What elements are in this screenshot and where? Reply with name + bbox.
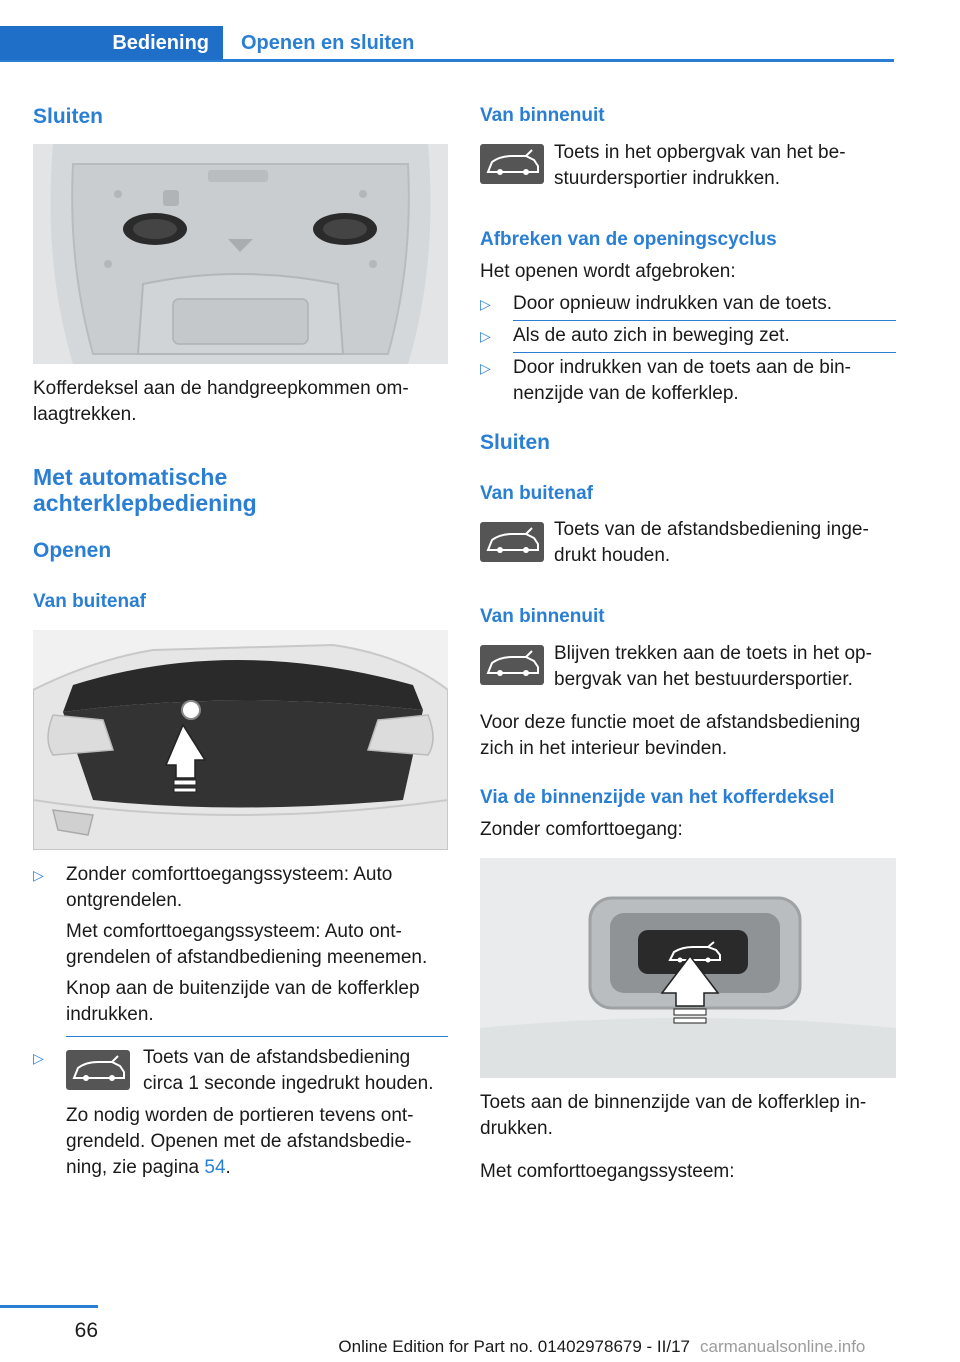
heading-sluiten-right: Sluiten <box>480 431 551 454</box>
binnen2-line1: Blijven trekken aan de toets in het op- <box>554 643 872 664</box>
bullet-divider <box>66 1036 448 1037</box>
car-trunk-icon <box>480 645 544 685</box>
triangle-right-icon: ▷ <box>480 296 491 312</box>
watermark: carmanualsonline.info <box>700 1337 866 1356</box>
toets-line2: drukken. <box>480 1118 553 1139</box>
bullet1-p2-line1: Met comforttoegangssysteem: Auto ont- <box>66 921 402 942</box>
buiten-line1: Toets van de afstandsbediening inge- <box>554 519 869 540</box>
met-comforttoegangssysteem: Met comforttoegangssysteem: <box>480 1161 735 1182</box>
inner-trunk-button-image <box>480 858 896 1078</box>
bullet-divider <box>513 320 896 321</box>
bullet-divider <box>513 352 896 353</box>
heading-via-binnenzijde: Via de binnenzijde van het kofferdeksel <box>480 787 835 808</box>
para-line3-end: . <box>225 1157 231 1178</box>
heading-van-binnenuit: Van binnenuit <box>480 105 605 126</box>
heading-afbreken: Afbreken van de openingscyclus <box>480 229 777 250</box>
edition-text: Online Edition for Part no. 01402978679 - II/17 <box>338 1337 690 1356</box>
heading-auto-line2: achterklepbediening <box>33 490 257 516</box>
triangle-right-icon: ▷ <box>480 328 491 344</box>
buiten-line2: drukt houden. <box>554 545 671 566</box>
page-header <box>0 26 894 62</box>
bullet2-line2: circa 1 seconde ingedrukt houden. <box>143 1073 434 1094</box>
bullet2-line1: Toets van de afstandsbediening <box>143 1047 411 1068</box>
page-link-54[interactable]: 54 <box>204 1157 226 1178</box>
caption-line1: Kofferdeksel aan de handgreepkommen om- <box>33 378 409 399</box>
afbreken-intro: Het openen wordt afgebroken: <box>480 261 736 282</box>
footer-rule <box>0 1305 98 1308</box>
bullet1-p2-line2: grendelen of afstandbediening meenemen. <box>66 947 428 968</box>
heading-van-binnenuit-2: Van binnenuit <box>480 606 605 627</box>
para-line1: Zo nodig worden de portieren tevens ont- <box>66 1105 414 1126</box>
heading-openen: Openen <box>33 539 112 562</box>
binnen-line1: Toets in het opbergvak van het be- <box>554 142 846 163</box>
bullet1-line1: Zonder comforttoegangssysteem: Auto <box>66 864 393 885</box>
para-line2: grendeld. Openen met de afstandsbedie- <box>66 1131 412 1152</box>
car-trunk-icon <box>480 522 544 562</box>
car-trunk-icon <box>66 1050 130 1090</box>
trunk-lid-drawing <box>33 144 448 364</box>
afbreken-b3-line2: nenzijde van de kofferklep. <box>513 383 739 404</box>
car-trunk-icon <box>480 144 544 184</box>
triangle-right-icon: ▷ <box>480 360 491 376</box>
voor-line2: zich in het interieur bevinden. <box>480 738 728 759</box>
afbreken-b3-line1: Door indrukken van de toets aan de bin- <box>513 357 851 378</box>
heading-auto-line1: Met automatische <box>33 464 228 490</box>
tab-openen-en-sluiten[interactable]: Openen en sluiten <box>241 32 415 54</box>
binnen-line2: stuurdersportier indrukken. <box>554 168 780 189</box>
heading-sluiten: Sluiten <box>33 105 104 128</box>
inner-trunk-button-drawing <box>480 858 896 1078</box>
afbreken-b1: Door opnieuw indrukken van de toets. <box>513 293 832 314</box>
binnen2-line2: bergvak van het bestuurdersportier. <box>554 669 853 690</box>
voor-line1: Voor deze functie moet de afstandsbediening <box>480 712 861 733</box>
bullet1-p3-line2: indrukken. <box>66 1004 154 1025</box>
car-rear-drawing <box>33 630 448 850</box>
bullet1-p3-line1: Knop aan de buitenzijde van de kofferklep <box>66 978 420 999</box>
heading-van-buitenaf-right: Van buitenaf <box>480 483 593 504</box>
trunk-lid-interior-image <box>33 144 448 364</box>
car-rear-image <box>33 630 448 850</box>
bullet1-line2: ontgrendelen. <box>66 890 183 911</box>
page-number: 66 <box>74 1319 98 1342</box>
zonder-comforttoegang: Zonder comforttoegang: <box>480 819 683 840</box>
para-line3-text: ning, zie pagina <box>66 1157 205 1178</box>
caption-line2: laagtrekken. <box>33 404 137 425</box>
afbreken-b2: Als de auto zich in beweging zet. <box>513 325 790 346</box>
heading-van-buitenaf: Van buitenaf <box>33 591 146 612</box>
para-line3 <box>66 1155 231 1181</box>
triangle-right-icon: ▷ <box>33 867 44 883</box>
triangle-right-icon: ▷ <box>33 1050 44 1066</box>
tab-bediening[interactable]: Bediening <box>0 26 223 60</box>
toets-line1: Toets aan de binnenzijde van de kofferklep in- <box>480 1092 867 1113</box>
